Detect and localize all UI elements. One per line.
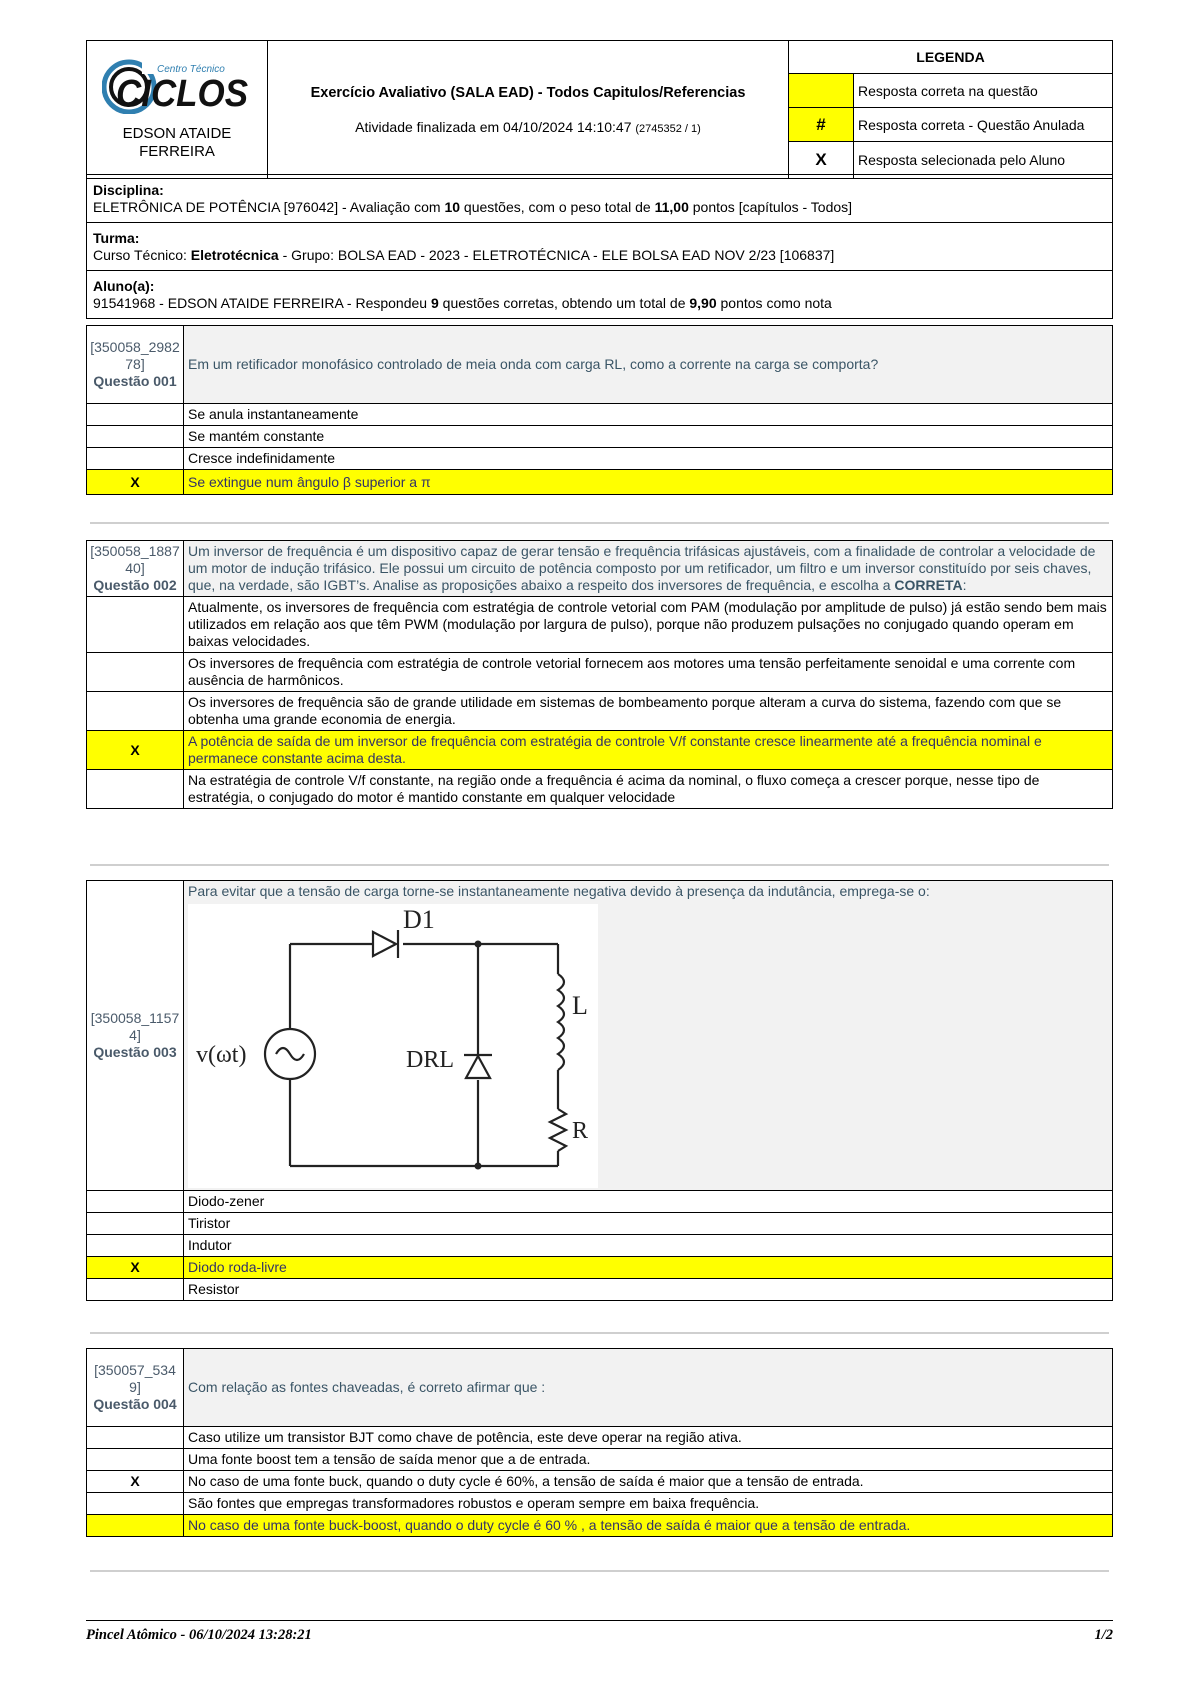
question-id: [350058_11574] xyxy=(90,1010,180,1043)
option-text: Se mantém constante xyxy=(184,426,1113,448)
option-mark-selected: X xyxy=(87,1471,184,1493)
question-text: Com relação as fontes chaveadas, é correto afirmar que : xyxy=(184,1349,1113,1427)
legend-text-selected: Resposta selecionada pelo Aluno xyxy=(854,142,1113,179)
option-mark xyxy=(87,597,184,653)
question-id: [350058_298278] xyxy=(90,339,180,372)
aluno-text-post: pontos como nota xyxy=(716,295,832,311)
question-label: Questão 002 xyxy=(93,577,177,593)
option-mark xyxy=(87,1279,184,1301)
footer xyxy=(86,1620,1113,1644)
aluno-label: Aluno(a): xyxy=(93,278,155,294)
finished-info xyxy=(272,119,784,135)
label-source: v(ωt) xyxy=(196,1042,247,1068)
option-text: No caso de uma fonte buck, quando o duty cycle é 60%, a tensão de saída é maior que a tensão de entrada. xyxy=(184,1471,1113,1493)
option-text-selected: Se extingue num ângulo β superior a π xyxy=(184,470,1113,495)
question-id: [350057_5349] xyxy=(94,1362,176,1395)
question-label: Questão 001 xyxy=(93,373,177,389)
question-001 xyxy=(86,325,1113,495)
option-text: Tiristor xyxy=(184,1213,1113,1235)
title-cell xyxy=(268,41,789,179)
question-id: [350058_188740] xyxy=(90,543,180,576)
option-text: Cresce indefinidamente xyxy=(184,448,1113,470)
disciplina-text-post: pontos [capítulos - Todos] xyxy=(688,199,853,215)
option-text: Indutor xyxy=(184,1235,1113,1257)
finished-code: (2745352 / 1) xyxy=(635,122,701,135)
circuit-diagram xyxy=(188,904,598,1188)
aluno-text-mid: questões corretas, obtendo um total de xyxy=(438,295,690,311)
legend-symbol-annulled: # xyxy=(789,108,854,142)
question-002 xyxy=(86,540,1113,809)
option-text: Resistor xyxy=(184,1279,1113,1301)
option-mark xyxy=(87,1449,184,1471)
question-text xyxy=(184,541,1113,597)
question-text-bold: CORRETA xyxy=(894,577,963,593)
option-mark xyxy=(87,1427,184,1449)
page-number: 1/2 xyxy=(1094,1627,1113,1643)
disciplina-row xyxy=(87,175,1113,223)
footer-left: Pincel Atômico - 06/10/2024 13:28:21 xyxy=(86,1627,312,1643)
legend-symbol-correct xyxy=(789,74,854,108)
question-count: 10 xyxy=(444,199,461,215)
disciplina-text-mid: questões, com o peso total de xyxy=(460,199,655,215)
question-004 xyxy=(86,1348,1113,1537)
option-mark xyxy=(87,1213,184,1235)
question-id-cell xyxy=(87,1349,184,1427)
option-mark xyxy=(87,404,184,426)
separator xyxy=(90,1570,1109,1572)
option-mark-correct xyxy=(87,1515,184,1537)
option-text-selected: Diodo roda-livre xyxy=(184,1257,1113,1279)
student-name-header: EDSON ATAIDE FERREIRA xyxy=(122,125,232,160)
ciclos-logo xyxy=(102,58,252,114)
legend-symbol-selected: X xyxy=(789,142,854,179)
logo-small-text: Centro Técnico xyxy=(157,64,225,75)
aluno-row xyxy=(87,271,1113,319)
option-mark-selected: X xyxy=(87,1257,184,1279)
option-mark xyxy=(87,1191,184,1213)
option-text-correct: No caso de uma fonte buck-boost, quando o duty cycle é 60 % , a tensão de saída é maior que a tensão de entrada. xyxy=(184,1515,1113,1537)
label-inductor: L xyxy=(572,991,588,1020)
header-table xyxy=(86,40,1113,179)
option-mark xyxy=(87,1235,184,1257)
page-title: Exercício Avaliativo (SALA EAD) - Todos Capitulos/Referencias xyxy=(310,84,746,101)
turma-label: Turma: xyxy=(93,230,140,246)
option-mark xyxy=(87,653,184,692)
option-text: Os inversores de frequência são de grande utilidade em sistemas de bombeamento porque alteram a curva do sistema, fazendo com que se obtenha uma grande economia de energia. xyxy=(184,692,1113,731)
question-003 xyxy=(86,880,1113,1301)
disciplina-text: ELETRÔNICA DE POTÊNCIA [976042] - Avaliação com xyxy=(93,199,445,215)
option-mark-selected: X xyxy=(87,470,184,495)
option-mark xyxy=(87,692,184,731)
label-d1: D1 xyxy=(403,905,435,934)
separator xyxy=(90,864,1109,866)
info-table xyxy=(86,174,1113,319)
question-text-main: Um inversor de frequência é um dispositivo capaz de gerar tensão e frequência trifásicas ajustáveis, com a finalidade de controlar a velocidade de um motor de indução trifásico. Ele possui um circuito de potência composto por um retificador, um filtro e um inversor constituído por seis chaves, que, na verdade, são IGBT’s. Analise as proposições abaixo a respeito dos inversores de frequência, e escolha a xyxy=(188,543,1096,593)
question-text: Em um retificador monofásico controlado de meia onda com carga RL, como a corrente na carga se comporta? xyxy=(184,326,1113,404)
legend-text-annulled: Resposta correta - Questão Anulada xyxy=(854,108,1113,142)
option-text: Na estratégia de controle V/f constante, na região onde a frequência é acima da nominal, o fluxo começa a crescer porque, nesse tipo de estratégia, o conjugado do motor é mantido constante em qualquer velocidade xyxy=(184,770,1113,809)
question-text-end: : xyxy=(962,577,967,593)
finished-text: Atividade finalizada em 04/10/2024 14:10:47 xyxy=(355,118,632,135)
total-points: 11,00 xyxy=(654,199,689,215)
option-text: São fontes que empregas transformadores robustos e operam sempre em baixa frequência. xyxy=(184,1493,1113,1515)
turma-text: Curso Técnico: xyxy=(93,247,191,263)
option-text: Caso utilize um transistor BJT como chave de potência, este deve operar na região ativa. xyxy=(184,1427,1113,1449)
correct-count: 9 xyxy=(430,295,439,311)
turma-course: Eletrotécnica xyxy=(190,247,279,263)
legend-title: LEGENDA xyxy=(789,41,1113,74)
question-body xyxy=(184,881,1113,1191)
question-id-cell xyxy=(87,541,184,597)
grade: 9,90 xyxy=(689,295,717,311)
question-label: Questão 003 xyxy=(93,1044,177,1060)
option-mark xyxy=(87,1493,184,1515)
question-id-cell xyxy=(87,881,184,1191)
option-mark xyxy=(87,770,184,809)
option-text: Os inversores de frequência com estratégia de controle vetorial fornecem aos motores uma tensão perfeitamente senoidal e uma corrente com ausência de harmônicos. xyxy=(184,653,1113,692)
option-mark xyxy=(87,448,184,470)
disciplina-label: Disciplina: xyxy=(93,182,164,198)
logo-big-text: CICLOS xyxy=(116,73,248,114)
separator xyxy=(90,522,1109,524)
question-text: Para evitar que a tensão de carga torne-se instantaneamente negativa devido à presença da indutância, emprega-se o: xyxy=(188,883,930,899)
separator xyxy=(90,1332,1109,1334)
option-text-selected: A potência de saída de um inversor de frequência com estratégia de controle V/f constante cresce linearmente até a frequência nominal e permanece constante acima desta. xyxy=(184,731,1113,770)
option-mark-selected: X xyxy=(87,731,184,770)
legend-text-correct: Resposta correta na questão xyxy=(854,74,1113,108)
question-id-cell xyxy=(87,326,184,404)
logo-cell xyxy=(87,41,268,179)
turma-row xyxy=(87,223,1113,271)
aluno-text: 91541968 - EDSON ATAIDE FERREIRA - Respondeu xyxy=(93,295,431,311)
option-mark xyxy=(87,426,184,448)
option-text: Se anula instantaneamente xyxy=(184,404,1113,426)
label-resistor: R xyxy=(572,1118,589,1144)
question-label: Questão 004 xyxy=(93,1396,177,1412)
option-text: Atualmente, os inversores de frequência com estratégia de controle vetorial com PAM (modulação por amplitude de pulso) já estão sendo bem mais utilizados em relação aos que têm PWM (modulação por largura de pulso), porque não produzem pulsações no conjugado quando operam em baixas velocidades. xyxy=(184,597,1113,653)
option-text: Uma fonte boost tem a tensão de saída menor que a de entrada. xyxy=(184,1449,1113,1471)
option-text: Diodo-zener xyxy=(184,1191,1113,1213)
turma-text-post: - Grupo: BOLSA EAD - 2023 - ELETROTÉCNICA - ELE BOLSA EAD NOV 2/23 [106837] xyxy=(278,247,835,263)
label-drl: DRL xyxy=(406,1047,454,1073)
